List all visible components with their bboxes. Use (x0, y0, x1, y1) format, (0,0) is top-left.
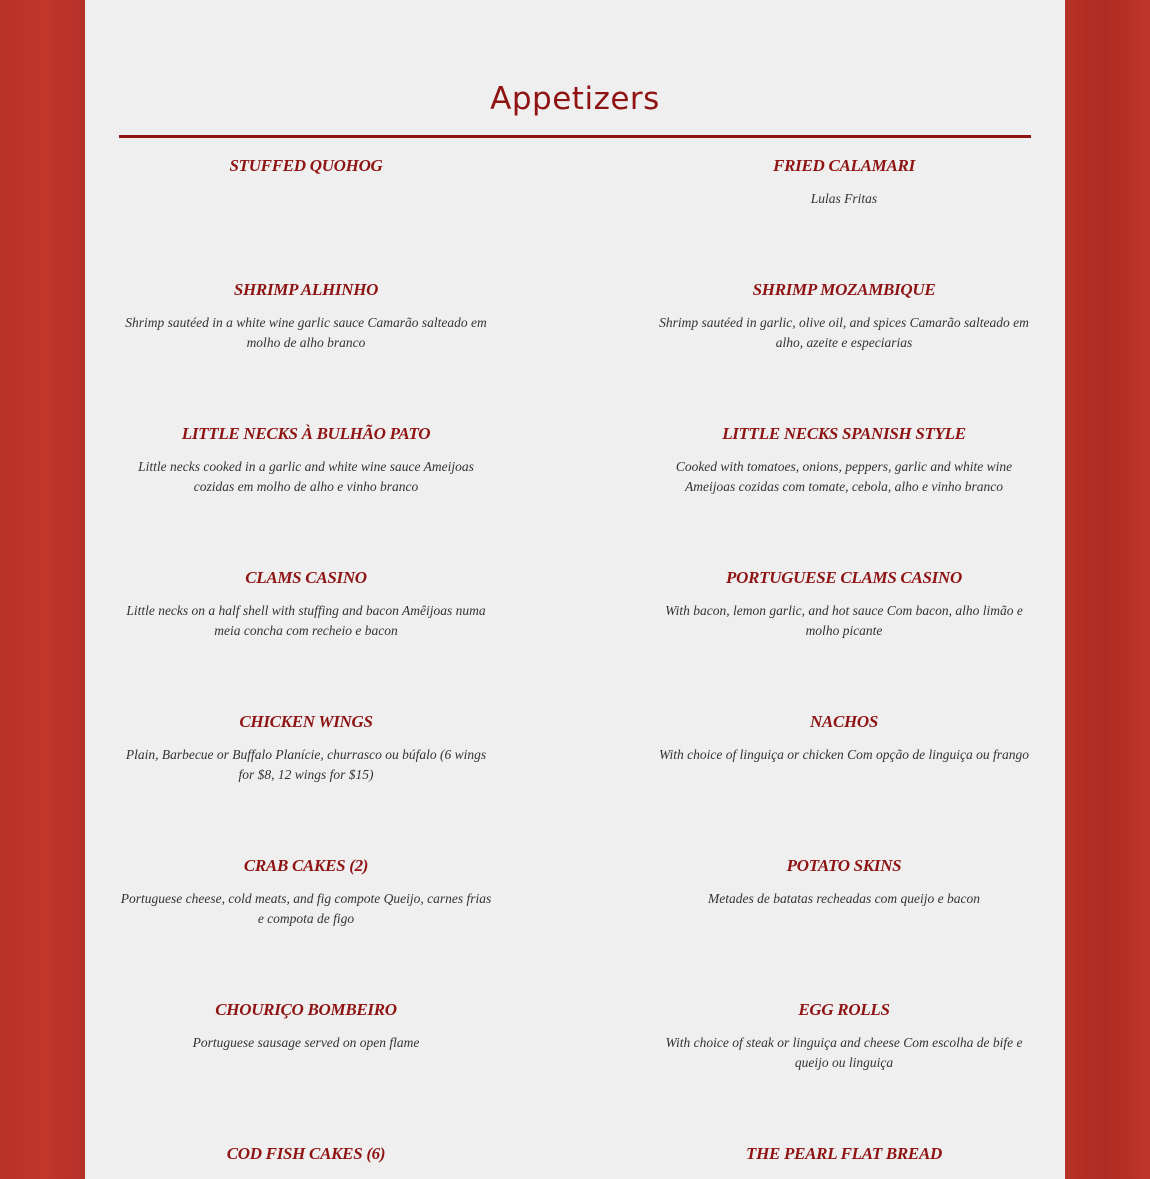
item-description: Little necks on a half shell with stuffing and bacon Amêijoas numa meia concha com recheio e bacon (126, 603, 486, 638)
item-description: Lulas Fritas (810, 191, 878, 206)
item-name: THE PEARL FLAT BREAD (746, 1144, 942, 1163)
menu-item (656, 999, 1032, 1073)
menu-item (118, 999, 494, 1053)
menu-item (118, 711, 494, 785)
item-name: CLAMS CASINO (245, 568, 367, 587)
menu-row (118, 279, 1032, 423)
menu-row (118, 999, 1032, 1143)
menu-grid (118, 155, 1032, 1179)
item-name: CRAB CAKES (2) (243, 856, 369, 875)
menu-item (656, 1143, 1032, 1165)
item-name: SHRIMP MOZAMBIQUE (752, 280, 936, 299)
menu-item (656, 155, 1032, 209)
item-name: LITTLE NECKS À BULHÃO PATO (181, 424, 431, 443)
section-title: Appetizers (490, 81, 660, 117)
menu-item (656, 279, 1032, 353)
menu-row (118, 155, 1032, 279)
item-name: EGG ROLLS (798, 1000, 890, 1019)
item-name: POTATO SKINS (786, 856, 902, 875)
menu-page (85, 0, 1065, 1179)
item-name: LITTLE NECKS SPANISH STYLE (722, 424, 966, 443)
menu-row (118, 711, 1032, 855)
menu-row (118, 567, 1032, 711)
menu-item (656, 855, 1032, 909)
item-name: CHOURIÇO BOMBEIRO (215, 1000, 397, 1019)
item-description: Portuguese cheese, cold meats, and fig compote Queijo, carnes frias e compota de figo (120, 891, 492, 926)
item-description: Cooked with tomatoes, onions, peppers, garlic and white wine Ameijoas cozidas com tomate, cebola, alho e vinho branco (675, 459, 1013, 494)
item-name: NACHOS (809, 712, 879, 731)
menu-row (118, 1143, 1032, 1179)
title-divider (119, 135, 1031, 138)
menu-item (118, 279, 494, 353)
menu-item (656, 711, 1032, 765)
item-description: With choice of steak or linguiça and cheese Com escolha de bife e queijo ou linguiça (665, 1035, 1023, 1070)
menu-item (656, 567, 1032, 641)
item-name: STUFFED QUOHOG (229, 156, 383, 175)
item-description: Shrimp sautéed in a white wine garlic sauce Camarão salteado em molho de alho branco (125, 315, 487, 350)
menu-item (118, 567, 494, 641)
menu-item (118, 155, 494, 177)
item-name: COD FISH CAKES (6) (226, 1144, 386, 1163)
menu-item (118, 1143, 494, 1165)
menu-row (118, 855, 1032, 999)
menu-item (118, 855, 494, 929)
item-description: Metades de batatas recheadas com queijo e bacon (707, 891, 981, 906)
menu-item (656, 423, 1032, 497)
menu-row (118, 423, 1032, 567)
item-description: With choice of linguiça or chicken Com opção de linguiça ou frango (658, 747, 1030, 762)
menu-item (118, 423, 494, 497)
item-name: FRIED CALAMARI (773, 156, 915, 175)
item-name: CHICKEN WINGS (239, 712, 373, 731)
item-description: Plain, Barbecue or Buffalo Planície, churrasco ou búfalo (6 wings for $8, 12 wings for $15) (125, 747, 487, 782)
item-description: Portuguese sausage served on open flame (192, 1035, 420, 1050)
item-name: SHRIMP ALHINHO (233, 280, 379, 299)
item-name: PORTUGUESE CLAMS CASINO (726, 568, 962, 587)
item-description: Shrimp sautéed in garlic, olive oil, and spices Camarão salteado em alho, azeite e especiarias (659, 315, 1029, 350)
item-description: With bacon, lemon garlic, and hot sauce Com bacon, alho limão e molho picante (665, 603, 1023, 638)
item-description: Little necks cooked in a garlic and white wine sauce Ameijoas cozidas em molho de alho e vinho branco (138, 459, 474, 494)
